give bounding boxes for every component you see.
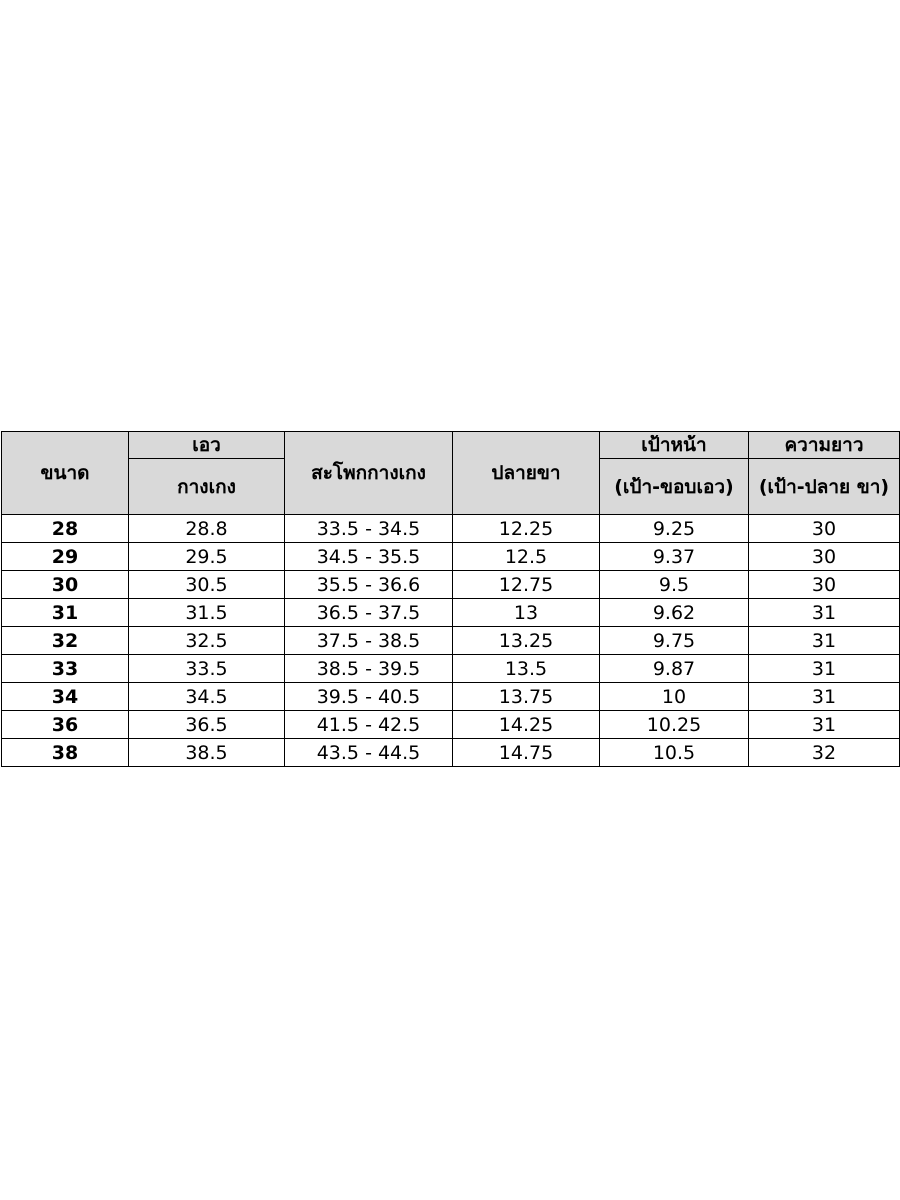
- cell-front-rise: 9.87: [600, 655, 749, 683]
- cell-waist: 28.8: [129, 515, 285, 543]
- cell-leg-opening: 13.5: [453, 655, 600, 683]
- table-header: [2, 432, 900, 515]
- cell-hip: 33.5 - 34.5: [285, 515, 453, 543]
- table-row: [2, 655, 900, 683]
- cell-front-rise: 10.25: [600, 711, 749, 739]
- cell-length: 31: [749, 599, 900, 627]
- cell-waist: 29.5: [129, 543, 285, 571]
- size-chart-table: [1, 431, 900, 767]
- cell-front-rise: 9.62: [600, 599, 749, 627]
- table-row: [2, 599, 900, 627]
- cell-length: 31: [749, 655, 900, 683]
- header-leg-opening: ปลายขา: [453, 432, 600, 515]
- cell-size: 30: [2, 571, 129, 599]
- cell-length: 30: [749, 515, 900, 543]
- cell-leg-opening: 13.25: [453, 627, 600, 655]
- cell-leg-opening: 12.25: [453, 515, 600, 543]
- cell-size: 31: [2, 599, 129, 627]
- cell-size: 36: [2, 711, 129, 739]
- cell-hip: 35.5 - 36.6: [285, 571, 453, 599]
- cell-hip: 41.5 - 42.5: [285, 711, 453, 739]
- cell-waist: 31.5: [129, 599, 285, 627]
- cell-hip: 37.5 - 38.5: [285, 627, 453, 655]
- cell-hip: 38.5 - 39.5: [285, 655, 453, 683]
- cell-front-rise: 10: [600, 683, 749, 711]
- cell-length: 30: [749, 571, 900, 599]
- cell-size: 29: [2, 543, 129, 571]
- header-hip: สะโพกกางเกง: [285, 432, 453, 515]
- table-row: [2, 515, 900, 543]
- header-front-rise-bottom: (เป้า-ขอบเอว): [600, 459, 749, 515]
- table-row: [2, 571, 900, 599]
- cell-length: 31: [749, 711, 900, 739]
- cell-front-rise: 9.25: [600, 515, 749, 543]
- table-row: [2, 543, 900, 571]
- cell-hip: 39.5 - 40.5: [285, 683, 453, 711]
- cell-hip: 43.5 - 44.5: [285, 739, 453, 767]
- cell-length: 31: [749, 627, 900, 655]
- header-row-1: [2, 432, 900, 459]
- table-row: [2, 711, 900, 739]
- cell-size: 32: [2, 627, 129, 655]
- header-waist-bottom: กางเกง: [129, 459, 285, 515]
- cell-leg-opening: 12.75: [453, 571, 600, 599]
- cell-waist: 36.5: [129, 711, 285, 739]
- cell-front-rise: 9.37: [600, 543, 749, 571]
- cell-waist: 34.5: [129, 683, 285, 711]
- cell-leg-opening: 13.75: [453, 683, 600, 711]
- cell-waist: 32.5: [129, 627, 285, 655]
- header-length-bottom: (เป้า-ปลาย ขา): [749, 459, 900, 515]
- header-front-rise-top: เป้าหน้า: [600, 432, 749, 459]
- cell-size: 33: [2, 655, 129, 683]
- cell-leg-opening: 14.25: [453, 711, 600, 739]
- cell-length: 30: [749, 543, 900, 571]
- cell-waist: 33.5: [129, 655, 285, 683]
- table-row: [2, 627, 900, 655]
- header-size: ขนาด: [2, 432, 129, 515]
- cell-size: 38: [2, 739, 129, 767]
- cell-waist: 38.5: [129, 739, 285, 767]
- header-waist-top: เอว: [129, 432, 285, 459]
- cell-size: 34: [2, 683, 129, 711]
- cell-leg-opening: 13: [453, 599, 600, 627]
- cell-size: 28: [2, 515, 129, 543]
- table-row: [2, 683, 900, 711]
- table-row: [2, 739, 900, 767]
- header-length-top: ความยาว: [749, 432, 900, 459]
- cell-front-rise: 10.5: [600, 739, 749, 767]
- cell-waist: 30.5: [129, 571, 285, 599]
- cell-hip: 36.5 - 37.5: [285, 599, 453, 627]
- cell-length: 32: [749, 739, 900, 767]
- cell-leg-opening: 14.75: [453, 739, 600, 767]
- cell-front-rise: 9.5: [600, 571, 749, 599]
- cell-front-rise: 9.75: [600, 627, 749, 655]
- cell-hip: 34.5 - 35.5: [285, 543, 453, 571]
- table-body: [2, 515, 900, 767]
- cell-length: 31: [749, 683, 900, 711]
- cell-leg-opening: 12.5: [453, 543, 600, 571]
